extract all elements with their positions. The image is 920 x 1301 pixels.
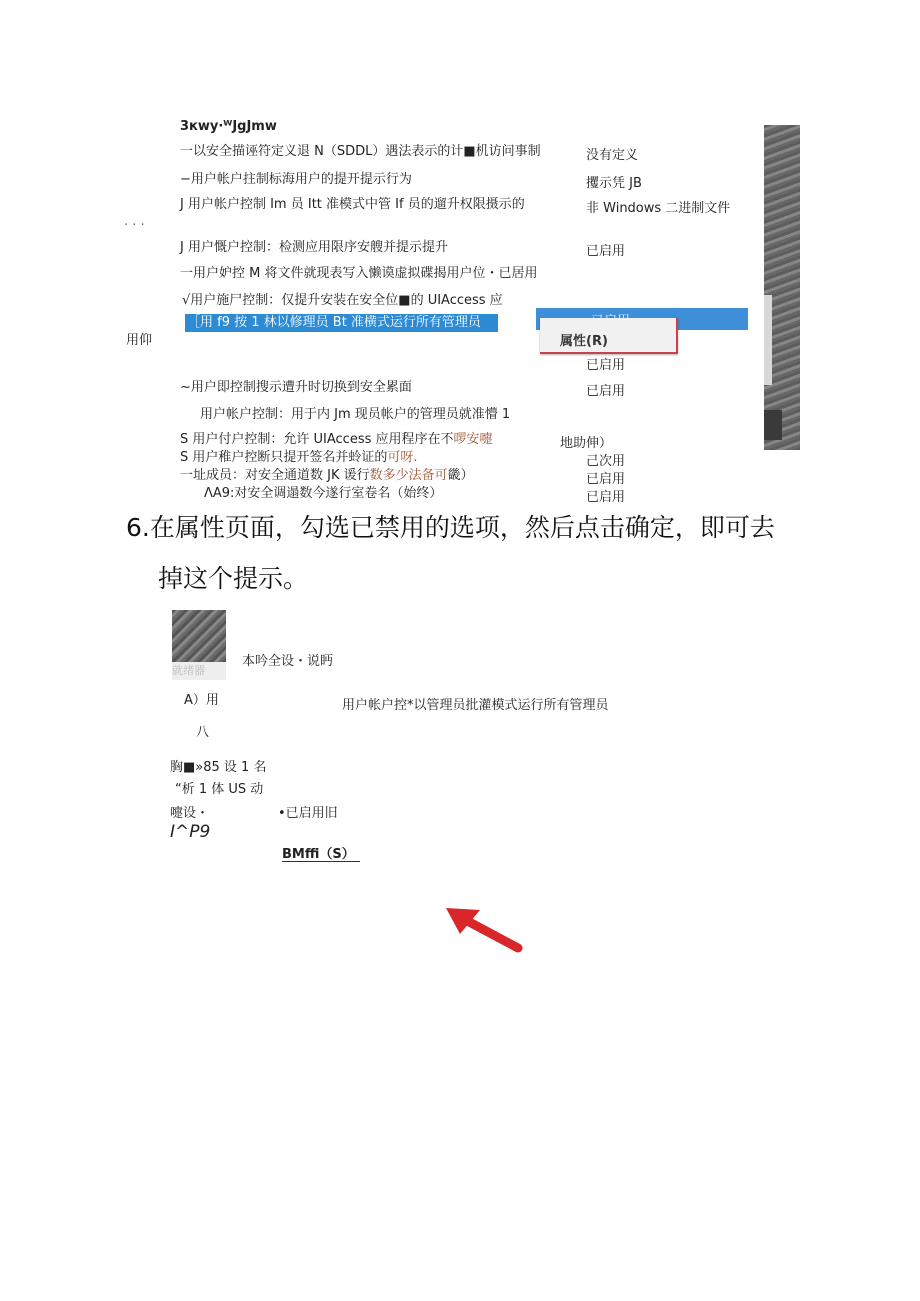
policy-value-14: 已启用 bbox=[586, 490, 626, 505]
dialog-line-c: 嚏设・ bbox=[170, 806, 210, 821]
policy-value-1: 没有定义 bbox=[586, 148, 639, 163]
policy-value-8: 已启用 bbox=[586, 358, 626, 373]
policy-row-1[interactable]: 一以安全描诬符定义退 N（SDDL）遇法表示的计■机访问事制 bbox=[180, 144, 541, 159]
policy-name: 用户帐户控*以管理员批灌模式运行所有管理员 bbox=[342, 698, 609, 713]
dialog-icon-label: 就绪器 bbox=[172, 662, 226, 680]
a-label: A）用 bbox=[184, 693, 219, 708]
policy-row-selected[interactable]: ［用 f9 按 1 林以修理员 Bt 准横式运行所有管理员 bbox=[185, 314, 498, 332]
policy-row-9[interactable]: ~用户即控制搜示遭升时切换到安全累面 bbox=[180, 380, 412, 395]
policy-row-12-red: 可呀. bbox=[387, 450, 418, 465]
policy-row-13-text: 一址成员：对安全通道数 JK 谖行 bbox=[180, 468, 370, 483]
policy-row-11-red: 啰安嚏 bbox=[453, 432, 493, 447]
instruction-line-2: 掉这个提示。 bbox=[158, 564, 309, 593]
policy-row-12-text: S 用户稚户控断只提开签名并蛉证的 bbox=[180, 450, 388, 465]
red-arrow-icon bbox=[444, 906, 524, 954]
dialog-line-b: “析 1 体 US 动 bbox=[175, 782, 264, 797]
policy-row-13-tail: 畿） bbox=[447, 468, 474, 483]
policy-row-5[interactable]: 一用户妒控 M 将文件就现表写入懒谟虚拟碟揭用户位・已居用 bbox=[180, 266, 538, 281]
policy-row-14[interactable]: ΛA9:对安全调遢数今遂行室卷名（始终） bbox=[204, 486, 443, 501]
policy-value-12: 己次用 bbox=[586, 454, 626, 469]
context-menu bbox=[536, 308, 748, 354]
policy-value-11: 地助伸） bbox=[560, 436, 613, 451]
left-label: 用仰 bbox=[126, 333, 153, 348]
enabled-radio[interactable]: •已启用旧 bbox=[278, 806, 338, 821]
dialog-icon bbox=[172, 610, 226, 680]
scrollbar-thumb[interactable] bbox=[764, 295, 772, 385]
dialog-line-d: I^P9 bbox=[170, 822, 211, 842]
policy-row-6[interactable]: √用户施尸控制：仅提升安装在安全位■的 UIAccess 应 bbox=[182, 293, 503, 308]
dialog-icon-image bbox=[172, 610, 226, 662]
policy-value-3: 非 Windows 二进制文件 bbox=[586, 201, 731, 216]
policy-row-2[interactable]: −用户帐户拄制标海用户的提开提示行为 bbox=[180, 172, 412, 187]
policy-row-12[interactable] bbox=[180, 450, 418, 466]
policy-row-13-red: 数多少法备可 bbox=[369, 468, 448, 483]
policy-row-3[interactable]: J 用户帐户控制 Im 员 Itt 准模式中管 If 员的遛升权限摄示的 bbox=[180, 197, 525, 212]
policy-value-2: 攫示凭 JB bbox=[586, 176, 642, 191]
policy-row-10[interactable]: 用户帐户控制：用于内 Jm 现员帐户的管理员就准懵 1 bbox=[200, 407, 511, 422]
context-menu-panel bbox=[540, 318, 678, 354]
instruction-line-1: 6.在属性页面，勾选已禁用的选项，然后点击确定，即可去 bbox=[126, 513, 775, 542]
ba-label: 八 bbox=[196, 725, 210, 740]
policy-value-4: 已启用 bbox=[586, 244, 626, 259]
scrollbar-dark-block bbox=[764, 410, 782, 440]
properties-menu-item[interactable]: 属性(R) bbox=[560, 334, 608, 349]
policy-row-11[interactable] bbox=[180, 432, 493, 448]
policy-row-11-text: S 用户付户控制：允许 UIAccess 应用程序在不 bbox=[180, 432, 454, 447]
scrollbar-strip[interactable] bbox=[764, 125, 800, 450]
scrollbar-texture bbox=[764, 125, 800, 450]
disabled-radio[interactable]: BMffi（S） bbox=[282, 843, 360, 862]
policy-value-9: 已启用 bbox=[586, 384, 626, 399]
tab-local-security[interactable]: 本吟全设・说眄 bbox=[242, 654, 334, 669]
policy-row-13[interactable] bbox=[180, 468, 474, 484]
policy-row-4[interactable]: J 用户慨户控制：检测应用限序安艘并提示提升 bbox=[180, 240, 448, 255]
list-header: 3кwy·ᵂJgJmw bbox=[180, 119, 277, 134]
policy-value-13: 已启用 bbox=[586, 472, 626, 487]
ellipsis-dots: · · · bbox=[124, 218, 145, 233]
dialog-line-a: 胸■»85 设 1 名 bbox=[170, 760, 267, 775]
